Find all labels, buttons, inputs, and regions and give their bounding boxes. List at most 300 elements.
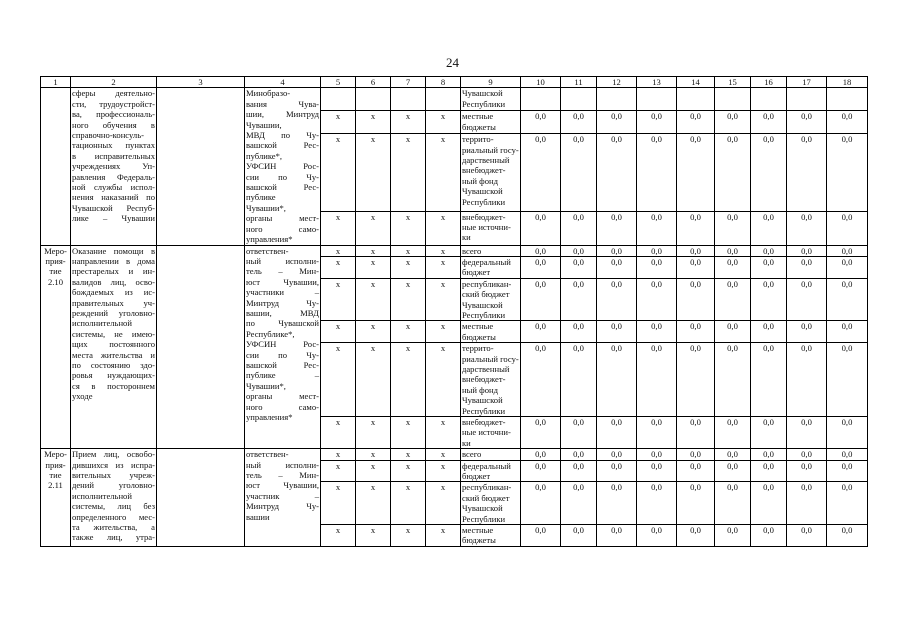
column-3-cell — [157, 245, 245, 449]
text-line: правительных уч- — [72, 297, 155, 308]
value-cell: 0,0 — [787, 111, 827, 134]
code-x-cell: x — [356, 134, 391, 211]
value-cell: 0,0 — [751, 134, 787, 211]
text-line: ный исполни- — [246, 255, 319, 266]
text-line: Чувашской — [462, 395, 503, 406]
text-line: также лиц, утра- — [72, 532, 155, 543]
text-line: органы мест- — [246, 391, 319, 402]
value-cell: 0,0 — [827, 111, 868, 134]
value-cell: 0,0 — [521, 211, 561, 245]
code-x-cell: x — [321, 460, 356, 482]
text-line: сти, трудоустройст- — [72, 98, 155, 109]
value-cell — [751, 88, 787, 111]
funding-source-cell — [461, 256, 521, 278]
value-cell: 0,0 — [715, 525, 751, 547]
value-cell: 0,0 — [521, 449, 561, 460]
text-line: сии по Чу- — [246, 171, 319, 182]
header-cell: 3 — [157, 77, 245, 88]
code-x-cell: x — [391, 525, 426, 547]
code-x-cell: x — [426, 256, 461, 278]
text-line: Минтруд Чу- — [246, 297, 319, 308]
text-line: Меро- — [44, 449, 67, 460]
text-line: тие — [49, 470, 62, 481]
code-x-cell: x — [356, 111, 391, 134]
text-line: престарелых и ин- — [72, 266, 155, 277]
activity-code-cell — [41, 449, 71, 547]
text-line: шии, Минтруд — [246, 109, 319, 120]
value-cell: 0,0 — [715, 343, 751, 417]
value-cell: 0,0 — [751, 482, 787, 525]
text-line: вашии — [246, 511, 270, 522]
value-cell: 0,0 — [827, 211, 868, 245]
column-3-cell — [157, 88, 245, 245]
code-x-cell: x — [321, 482, 356, 525]
text-line: системы, не имею- — [72, 328, 155, 339]
value-cell: 0,0 — [561, 482, 597, 525]
value-cell: 0,0 — [827, 245, 868, 256]
value-cell: 0,0 — [787, 211, 827, 245]
funding-source-cell — [461, 321, 521, 343]
text-line: та жительства, а — [72, 522, 155, 533]
text-line: юст Чувашии, — [246, 480, 319, 491]
value-cell: 0,0 — [787, 256, 827, 278]
text-line: Республики — [462, 513, 506, 524]
code-x-cell: x — [321, 525, 356, 547]
code-x-cell: x — [426, 525, 461, 547]
value-cell: 0,0 — [677, 245, 715, 256]
text-line: вания Чува- — [246, 98, 319, 109]
text-line: дарственный — [462, 155, 510, 165]
value-cell: 0,0 — [637, 482, 677, 525]
value-cell: 0,0 — [561, 321, 597, 343]
text-line: прия- — [45, 255, 66, 266]
code-x-cell: x — [321, 245, 356, 256]
text-line: равления Федераль- — [72, 171, 155, 182]
text-line: всего — [462, 245, 482, 256]
header-cell: 17 — [787, 77, 827, 88]
code-x-cell: x — [356, 321, 391, 343]
header-cell: 14 — [677, 77, 715, 88]
value-cell: 0,0 — [597, 278, 637, 321]
text-line: внебюджет- — [462, 211, 506, 222]
value-cell: 0,0 — [677, 256, 715, 278]
text-line: исполнительной — [72, 318, 132, 329]
value-cell: 0,0 — [561, 111, 597, 134]
value-cell: 0,0 — [561, 278, 597, 321]
text-line: Республики — [462, 98, 506, 109]
value-cell: 0,0 — [561, 256, 597, 278]
value-cell: 0,0 — [677, 321, 715, 343]
value-cell: 0,0 — [521, 111, 561, 134]
text-line: местные — [462, 111, 494, 122]
value-cell: 0,0 — [637, 256, 677, 278]
text-line: местные — [462, 321, 494, 332]
text-line: ответствен- — [246, 449, 289, 460]
code-x-cell: x — [356, 449, 391, 460]
text-line: ответствен- — [246, 245, 289, 256]
code-x-cell: x — [391, 245, 426, 256]
header-cell: 16 — [751, 77, 787, 88]
text-line: участник – — [246, 490, 319, 501]
value-cell: 0,0 — [521, 482, 561, 525]
text-line: тие — [49, 266, 62, 277]
text-line: федеральный — [462, 256, 511, 267]
text-line: местные — [462, 525, 494, 536]
text-line: УФСИН Рос- — [246, 161, 319, 172]
code-x-cell: x — [391, 449, 426, 460]
text-line: Республике*, — [246, 328, 295, 339]
value-cell: 0,0 — [637, 211, 677, 245]
value-cell: 0,0 — [715, 321, 751, 343]
header-cell: 18 — [827, 77, 868, 88]
value-cell: 0,0 — [637, 417, 677, 449]
code-x-cell: x — [426, 417, 461, 449]
value-cell: 0,0 — [561, 211, 597, 245]
text-line: вашии, МВД — [246, 307, 319, 318]
text-line: ного само- — [246, 223, 319, 234]
value-cell: 0,0 — [827, 460, 868, 482]
value-cell: 0,0 — [597, 460, 637, 482]
value-cell: 0,0 — [827, 449, 868, 460]
code-x-cell: x — [391, 211, 426, 245]
code-x-cell: x — [426, 482, 461, 525]
value-cell: 0,0 — [521, 321, 561, 343]
value-cell: 0,0 — [715, 256, 751, 278]
text-line: всего — [462, 449, 482, 460]
value-cell: 0,0 — [751, 245, 787, 256]
value-cell: 0,0 — [787, 449, 827, 460]
value-cell: 0,0 — [521, 417, 561, 449]
code-x-cell: x — [426, 343, 461, 417]
value-cell: 0,0 — [787, 245, 827, 256]
value-cell: 0,0 — [715, 211, 751, 245]
text-line: определенного мес- — [72, 511, 155, 522]
header-cell: 9 — [461, 77, 521, 88]
code-x-cell: x — [321, 321, 356, 343]
funding-source-cell — [461, 449, 521, 460]
value-cell: 0,0 — [715, 460, 751, 482]
text-line: ные источни- — [462, 222, 511, 233]
header-cell: 11 — [561, 77, 597, 88]
text-line: системы, лиц без — [72, 501, 155, 512]
text-line: Чувашской — [462, 503, 503, 514]
text-line: бюджеты — [462, 331, 496, 342]
text-line: дившихся из испра- — [72, 459, 155, 470]
text-line: бождаемых из ис- — [72, 287, 155, 298]
value-cell: 0,0 — [561, 343, 597, 417]
text-line: исполнительной — [72, 490, 132, 501]
text-line: ровья нуждающих- — [72, 370, 155, 381]
text-line: ного само- — [246, 401, 319, 412]
text-line: Республики — [462, 309, 506, 320]
code-x-cell: x — [391, 111, 426, 134]
table-row — [41, 88, 868, 111]
value-cell: 0,0 — [561, 449, 597, 460]
executors-cell — [245, 449, 321, 547]
value-cell: 0,0 — [751, 256, 787, 278]
text-line: вашской Рес- — [246, 359, 319, 370]
code-x-cell: x — [321, 449, 356, 460]
code-x-cell: x — [321, 256, 356, 278]
header-cell: 1 — [41, 77, 71, 88]
value-cell: 0,0 — [521, 343, 561, 417]
code-x-cell: x — [391, 278, 426, 321]
text-line: юст Чувашии, — [246, 276, 319, 287]
text-line: публике — [246, 192, 276, 203]
text-line: Чувашской — [462, 299, 503, 310]
text-line: места жительства и — [72, 349, 155, 360]
value-cell: 0,0 — [787, 343, 827, 417]
value-cell: 0,0 — [637, 449, 677, 460]
activity-code-cell — [41, 88, 71, 245]
header-cell: 10 — [521, 77, 561, 88]
text-line: управления* — [246, 412, 293, 422]
text-line: Оказание помощи в — [72, 245, 155, 256]
code-x-cell: x — [426, 449, 461, 460]
funding-source-cell — [461, 88, 521, 111]
value-cell: 0,0 — [597, 417, 637, 449]
text-line: публике*, — [246, 150, 283, 161]
text-line: уходе — [72, 391, 93, 402]
code-x-cell: x — [426, 278, 461, 321]
value-cell: 0,0 — [715, 449, 751, 460]
text-line: ный фонд — [462, 384, 498, 395]
value-cell: 0,0 — [677, 460, 715, 482]
text-line: ные источни- — [462, 427, 511, 438]
header-row — [41, 77, 868, 88]
header-cell: 5 — [321, 77, 356, 88]
text-line: реждений уголовно- — [72, 307, 155, 318]
code-x-cell: x — [356, 343, 391, 417]
funding-source-cell — [461, 525, 521, 547]
header-cell: 12 — [597, 77, 637, 88]
text-line: тационных пунктах — [72, 140, 155, 151]
value-cell: 0,0 — [597, 134, 637, 211]
text-line: Чувашской — [462, 88, 503, 99]
text-line: ки — [462, 437, 471, 448]
funding-source-cell — [461, 134, 521, 211]
code-x-cell: x — [426, 321, 461, 343]
value-cell: 0,0 — [521, 134, 561, 211]
executors-cell — [245, 245, 321, 449]
code-x-cell: x — [356, 245, 391, 256]
text-line: федеральный — [462, 460, 511, 471]
value-cell: 0,0 — [827, 256, 868, 278]
text-line: бюджеты — [462, 535, 496, 546]
text-line: ва, профессиональ- — [72, 109, 155, 120]
text-line: Республики — [462, 405, 506, 416]
value-cell: 0,0 — [677, 134, 715, 211]
header-cell: 15 — [715, 77, 751, 88]
text-line: ного обучения в — [72, 119, 155, 130]
text-line: публике – — [246, 370, 319, 381]
table-row — [41, 449, 868, 460]
value-cell: 0,0 — [751, 343, 787, 417]
value-cell: 0,0 — [787, 278, 827, 321]
code-x-cell: x — [426, 211, 461, 245]
text-line: валидов лиц, осво- — [72, 276, 155, 287]
value-cell: 0,0 — [521, 525, 561, 547]
text-line: риальный госу- — [462, 144, 519, 155]
value-cell: 0,0 — [521, 256, 561, 278]
value-cell: 0,0 — [787, 321, 827, 343]
value-cell: 0,0 — [787, 417, 827, 449]
table-row — [41, 245, 868, 256]
text-line: внебюджет- — [462, 417, 506, 427]
value-cell: 0,0 — [715, 482, 751, 525]
code-x-cell: x — [426, 134, 461, 211]
text-line: Чувашской — [462, 186, 503, 197]
funding-source-cell — [461, 111, 521, 134]
value-cell: 0,0 — [597, 321, 637, 343]
value-cell: 0,0 — [751, 460, 787, 482]
value-cell: 0,0 — [715, 134, 751, 211]
text-line: вашской Рес- — [246, 182, 319, 193]
text-line: республикан- — [462, 482, 512, 493]
text-line: Чувашии*, — [246, 202, 286, 213]
value-cell: 0,0 — [677, 211, 715, 245]
text-line: Чувашской Респуб- — [72, 202, 155, 213]
value-cell — [677, 88, 715, 111]
text-line: МВД по Чу- — [246, 130, 319, 141]
code-x-cell: x — [356, 256, 391, 278]
value-cell: 0,0 — [715, 278, 751, 321]
text-line: Минобразо- — [246, 88, 291, 99]
text-line: бюджет — [462, 267, 491, 278]
text-line: управления* — [246, 234, 293, 245]
value-cell: 0,0 — [561, 525, 597, 547]
code-x-cell: x — [321, 134, 356, 211]
budget-table — [40, 76, 868, 547]
text-line: в исправительных — [72, 150, 155, 161]
value-cell: 0,0 — [827, 482, 868, 525]
funding-source-cell — [461, 417, 521, 449]
value-cell: 0,0 — [827, 134, 868, 211]
code-x-cell — [321, 88, 356, 111]
header-cell: 8 — [426, 77, 461, 88]
value-cell: 0,0 — [787, 134, 827, 211]
value-cell: 0,0 — [677, 343, 715, 417]
code-x-cell: x — [356, 525, 391, 547]
activity-code-cell — [41, 245, 71, 449]
value-cell: 0,0 — [827, 278, 868, 321]
value-cell — [561, 88, 597, 111]
value-cell: 0,0 — [677, 278, 715, 321]
value-cell: 0,0 — [677, 525, 715, 547]
text-line: ной службы испол- — [72, 182, 155, 193]
value-cell — [715, 88, 751, 111]
text-line: Чувашии, — [246, 119, 282, 130]
value-cell: 0,0 — [827, 343, 868, 417]
value-cell: 0,0 — [637, 321, 677, 343]
text-line: справочно-консуль- — [72, 130, 145, 141]
code-x-cell: x — [426, 460, 461, 482]
code-x-cell: x — [321, 343, 356, 417]
text-line: бюджеты — [462, 121, 496, 132]
code-x-cell: x — [356, 211, 391, 245]
funding-source-cell — [461, 211, 521, 245]
funding-source-cell — [461, 460, 521, 482]
text-line: учреждениях Уп- — [72, 161, 155, 172]
text-line: сферы деятельно- — [72, 88, 155, 99]
text-line: лике – Чувашии — [72, 213, 155, 224]
code-x-cell: x — [426, 245, 461, 256]
text-line: направлении в дома — [72, 255, 155, 266]
text-line: ся в постороннем — [72, 380, 155, 391]
value-cell: 0,0 — [561, 245, 597, 256]
value-cell: 0,0 — [827, 525, 868, 547]
value-cell: 0,0 — [751, 211, 787, 245]
value-cell: 0,0 — [521, 278, 561, 321]
value-cell: 0,0 — [787, 482, 827, 525]
code-x-cell — [356, 88, 391, 111]
funding-source-cell — [461, 245, 521, 256]
funding-source-cell — [461, 278, 521, 321]
code-x-cell: x — [321, 417, 356, 449]
text-line: риальный госу- — [462, 353, 519, 364]
code-x-cell: x — [356, 278, 391, 321]
text-line: тель – Мин- — [246, 470, 319, 481]
value-cell — [521, 88, 561, 111]
text-line: террито- — [462, 343, 494, 354]
text-line: по Чувашской — [246, 318, 319, 329]
code-x-cell: x — [391, 482, 426, 525]
header-cell: 4 — [245, 77, 321, 88]
text-line: Минтруд Чу- — [246, 501, 319, 512]
code-x-cell: x — [321, 211, 356, 245]
value-cell: 0,0 — [827, 417, 868, 449]
text-line: 2.11 — [48, 480, 63, 491]
header-cell: 2 — [71, 77, 157, 88]
value-cell: 0,0 — [715, 111, 751, 134]
value-cell: 0,0 — [637, 111, 677, 134]
text-line: внебюджет- — [462, 374, 506, 385]
value-cell: 0,0 — [597, 245, 637, 256]
value-cell: 0,0 — [715, 417, 751, 449]
text-line: бюджет — [462, 471, 491, 482]
value-cell: 0,0 — [751, 278, 787, 321]
text-line: Прием лиц, освобо- — [72, 449, 155, 460]
text-line: ный фонд — [462, 175, 498, 186]
value-cell: 0,0 — [677, 111, 715, 134]
header-cell: 6 — [356, 77, 391, 88]
value-cell: 0,0 — [677, 417, 715, 449]
value-cell: 0,0 — [751, 321, 787, 343]
code-x-cell: x — [356, 417, 391, 449]
code-x-cell: x — [321, 278, 356, 321]
text-line: нения наказаний по — [72, 192, 155, 203]
value-cell — [827, 88, 868, 111]
value-cell — [597, 88, 637, 111]
text-line: участники – — [246, 287, 319, 298]
code-x-cell: x — [391, 460, 426, 482]
value-cell: 0,0 — [561, 460, 597, 482]
funding-source-cell — [461, 343, 521, 417]
value-cell: 0,0 — [751, 417, 787, 449]
value-cell: 0,0 — [561, 134, 597, 211]
value-cell: 0,0 — [597, 256, 637, 278]
value-cell: 0,0 — [677, 482, 715, 525]
value-cell: 0,0 — [751, 449, 787, 460]
code-x-cell: x — [391, 321, 426, 343]
text-line: ский бюджет — [462, 492, 510, 503]
activity-description-cell — [71, 245, 157, 449]
value-cell: 0,0 — [597, 211, 637, 245]
value-cell: 0,0 — [597, 111, 637, 134]
text-line: прия- — [45, 459, 66, 470]
text-line: дений уголовно- — [72, 480, 155, 491]
value-cell: 0,0 — [637, 278, 677, 321]
